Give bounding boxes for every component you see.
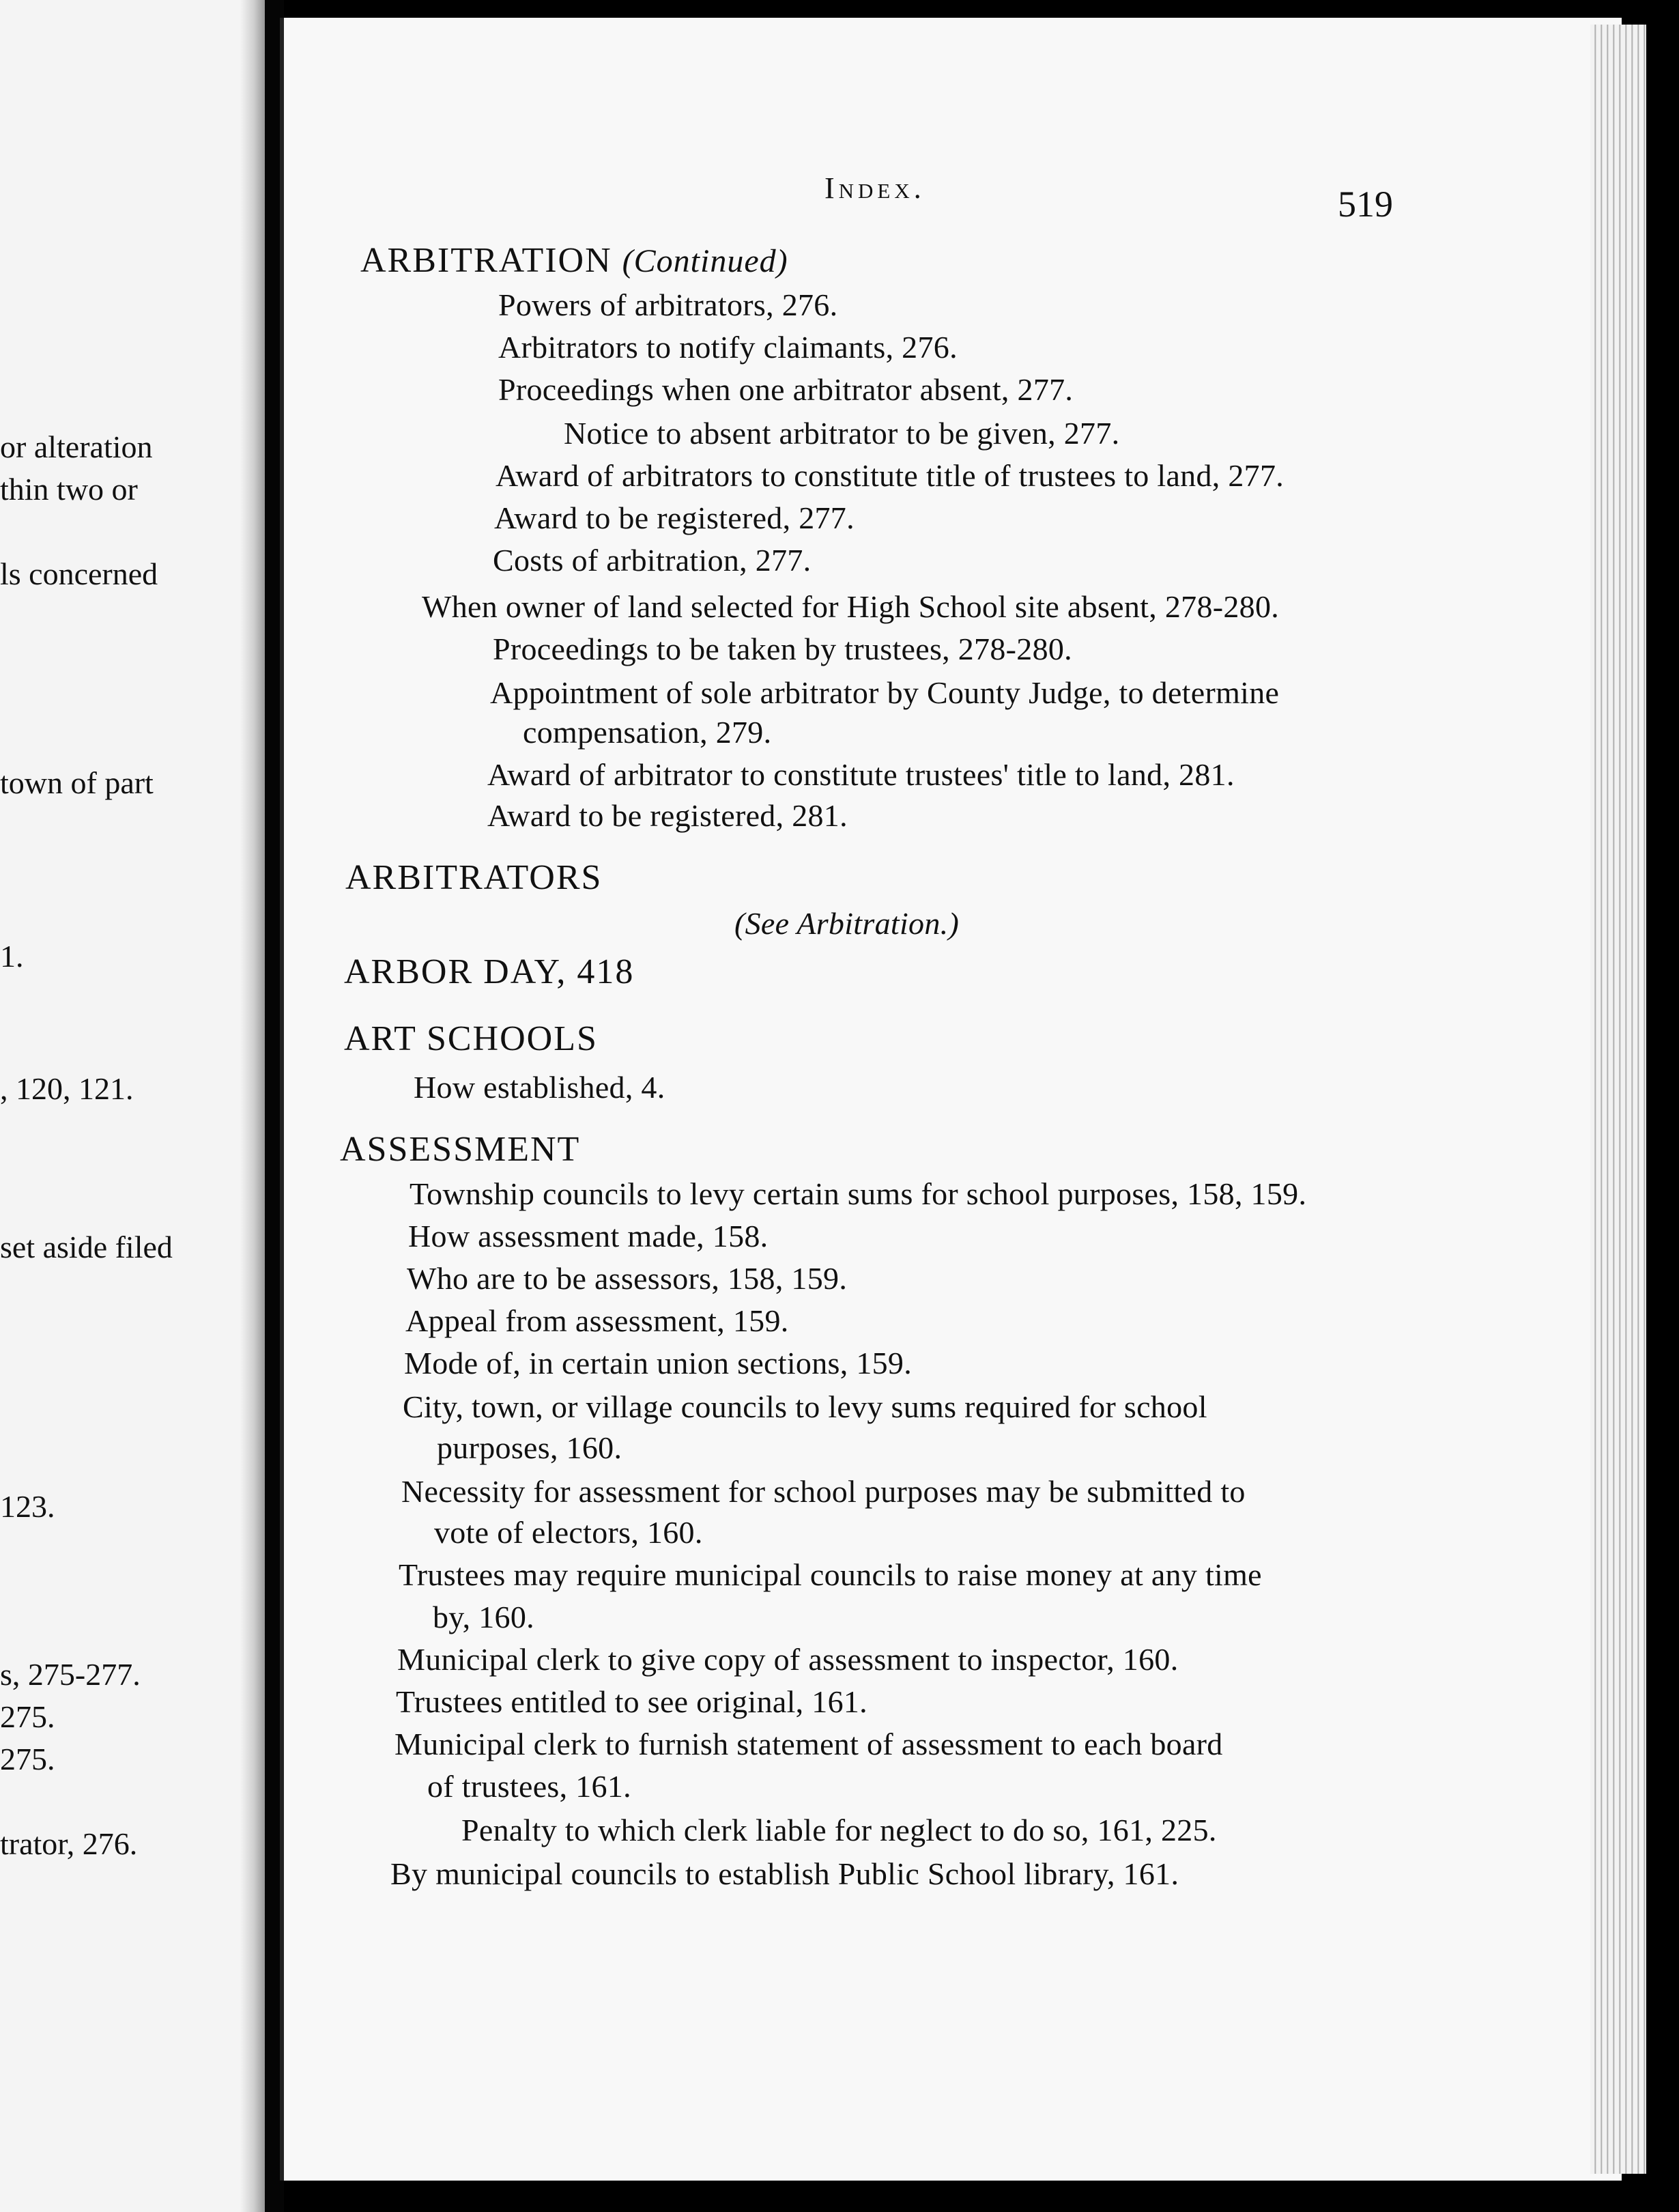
index-subentry: By municipal councils to establish Public School library, 161. <box>390 1856 1179 1891</box>
left-fragment: 275. <box>0 1699 55 1734</box>
see-reference: (See Arbitration.) <box>734 906 960 941</box>
index-subentry-continuation: purposes, 160. <box>437 1430 622 1465</box>
index-subentry: How assessment made, 158. <box>408 1219 769 1253</box>
left-fragment: 123. <box>0 1489 55 1524</box>
left-fragment: s, 275-277. <box>0 1657 141 1692</box>
index-subentry: Municipal clerk to furnish statement of assessment to each board <box>394 1727 1223 1761</box>
left-fragment: town of part <box>0 765 154 800</box>
index-subentry-continuation: by, 160. <box>433 1600 534 1634</box>
continued-label: (Continued) <box>622 243 788 279</box>
index-subentry: Mode of, in certain union sections, 159. <box>404 1346 913 1380</box>
index-subentry-continuation: vote of electors, 160. <box>434 1515 703 1550</box>
index-subentry: When owner of land selected for High School site absent, 278-280. <box>422 589 1280 624</box>
entry-heading-arbor-day: ARBOR DAY, 418 <box>344 952 635 991</box>
page-number: 519 <box>1338 184 1393 225</box>
left-fragment: , 120, 121. <box>0 1071 134 1106</box>
gutter-shadow <box>240 0 265 2212</box>
index-subentry: Proceedings when one arbitrator absent, 277. <box>498 372 1074 407</box>
running-head: Index. <box>824 171 925 205</box>
index-subentry: City, town, or village councils to levy sums required for school <box>403 1389 1207 1424</box>
index-subentry: Notice to absent arbitrator to be given, 277. <box>564 416 1120 451</box>
index-subentry: Award of arbitrator to constitute trustees' title to land, 281. <box>487 757 1235 792</box>
index-subentry-continuation: of trustees, 161. <box>427 1769 631 1804</box>
index-subentry: Powers of arbitrators, 276. <box>498 287 838 322</box>
index-subentry: Arbitrators to notify claimants, 276. <box>498 330 958 365</box>
index-subentry: Trustees entitled to see original, 161. <box>396 1684 867 1719</box>
left-facing-page <box>0 0 265 2212</box>
heading-text: ARBITRATION <box>360 241 612 280</box>
index-subentry: Award to be registered, 277. <box>494 500 855 535</box>
index-subentry: Costs of arbitration, 277. <box>493 543 812 578</box>
left-fragment: or alteration <box>0 429 153 464</box>
index-subentry: Award to be registered, 281. <box>487 798 848 833</box>
index-subentry: Township councils to levy certain sums for school purposes, 158, 159. <box>410 1176 1307 1211</box>
entry-heading-art-schools: ART SCHOOLS <box>344 1019 598 1058</box>
index-subentry: Appointment of sole arbitrator by County Judge, to determine <box>490 675 1280 710</box>
index-subentry: Municipal clerk to give copy of assessment to inspector, 160. <box>397 1642 1179 1677</box>
left-fragment: trator, 276. <box>0 1826 138 1861</box>
left-fragment: ls concerned <box>0 556 158 591</box>
index-subentry: Award of arbitrators to constitute title of trustees to land, 277. <box>496 458 1285 493</box>
left-fragment: set aside filed <box>0 1230 173 1264</box>
index-subentry: Proceedings to be taken by trustees, 278-280. <box>493 632 1072 666</box>
left-fragment: thin two or <box>0 472 138 507</box>
index-subentry: Necessity for assessment for school purposes may be submitted to <box>401 1474 1246 1509</box>
index-subentry: Who are to be assessors, 158, 159. <box>407 1261 848 1296</box>
index-subentry: Appeal from assessment, 159. <box>405 1303 789 1338</box>
entry-heading-arbitration <box>360 240 788 281</box>
left-fragment: 1. <box>0 939 24 974</box>
entry-heading-assessment: ASSESSMENT <box>340 1130 581 1169</box>
index-subentry-continuation: compensation, 279. <box>523 715 772 750</box>
page-edges <box>1590 25 1646 2174</box>
left-fragment: 275. <box>0 1742 55 1776</box>
index-subentry: Penalty to which clerk liable for neglect to do so, 161, 225. <box>461 1813 1217 1847</box>
entry-heading-arbitrators: ARBITRATORS <box>345 858 603 897</box>
index-subentry: How established, 4. <box>414 1070 665 1105</box>
index-subentry: Trustees may require municipal councils to raise money at any time <box>399 1557 1262 1592</box>
